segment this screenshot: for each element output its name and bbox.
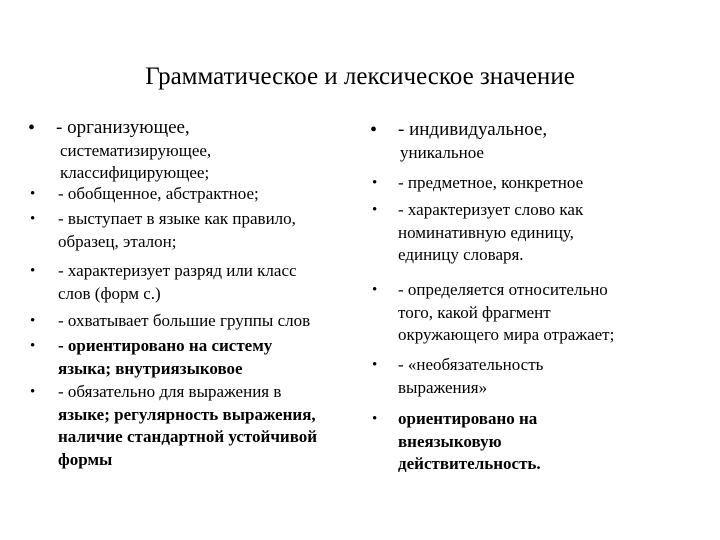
list-item <box>398 199 583 267</box>
list-item <box>58 310 310 333</box>
list-item-line: слов (форм с.) <box>58 283 161 303</box>
list-item <box>398 119 547 164</box>
bullet: • <box>30 211 36 227</box>
list-item <box>58 381 317 471</box>
bullet: • <box>372 411 378 427</box>
list-item-line: - характеризует слово как <box>398 200 584 219</box>
bullet: • <box>370 119 378 141</box>
list-item <box>398 172 583 195</box>
list-item-line: уникальное <box>400 142 484 162</box>
list-item-line: - обобщенное, абстрактное; <box>58 184 259 203</box>
list-item <box>398 408 541 476</box>
list-item-line: языке; регулярность выражения, <box>58 404 316 424</box>
list-item-line: выражения» <box>398 377 488 397</box>
list-item-line: наличие стандартной устойчивой <box>58 427 318 446</box>
bullet: • <box>372 175 378 191</box>
bullet: • <box>30 263 36 279</box>
bullet: • <box>30 338 36 354</box>
list-item-text: - ориентировано на систему <box>58 336 273 355</box>
list-item-line: единицу словаря. <box>398 245 524 264</box>
list-item-line: - обязательно для выражения в <box>58 382 282 401</box>
slide-title: Грамматическое и лексическое значение <box>145 63 575 90</box>
list-item-line: - организующее, <box>56 117 190 138</box>
list-item-line: окружающего мира отражает; <box>398 325 615 344</box>
list-item-line: ориентировано на <box>398 409 538 428</box>
list-item-line: образец, эталон; <box>58 231 177 251</box>
bullet: • <box>372 357 378 373</box>
list-item <box>398 279 614 347</box>
list-item-line: - предметное, конкретное <box>398 173 584 192</box>
list-item-line: - индивидуальное, <box>398 119 548 140</box>
list-item-line: - определяется относительно <box>398 280 608 299</box>
list-item-line: классифицирующее; <box>60 163 210 182</box>
list-item-line: внеязыковую <box>398 431 502 451</box>
bullet: • <box>30 313 36 329</box>
list-item <box>58 208 296 253</box>
list-item-line: - охватывает большие группы слов <box>58 311 311 330</box>
list-item-line: того, какой фрагмент <box>398 302 551 322</box>
list-item-line: формы <box>58 449 113 469</box>
list-item <box>58 183 259 206</box>
list-item-line: - характеризует разряд или класс <box>58 261 297 280</box>
list-item-line: номинативную единицу, <box>398 222 574 242</box>
list-item-line: - выступает в языке как правило, <box>58 209 296 228</box>
bullet: • <box>372 282 378 298</box>
list-item-line: систематизирующее, <box>60 140 212 160</box>
list-item <box>398 354 543 399</box>
list-item-line <box>58 335 272 358</box>
list-item-line: действительность. <box>398 454 541 473</box>
list-item <box>58 335 272 380</box>
bullet: • <box>28 117 36 139</box>
list-item <box>58 260 297 305</box>
list-item-line: - «необязательность <box>398 355 544 374</box>
bullet: • <box>372 202 378 218</box>
bullet: • <box>30 384 36 400</box>
bullet: • <box>30 186 36 202</box>
list-item <box>56 117 211 185</box>
list-item-line: языка; внутриязыковое <box>58 358 243 378</box>
